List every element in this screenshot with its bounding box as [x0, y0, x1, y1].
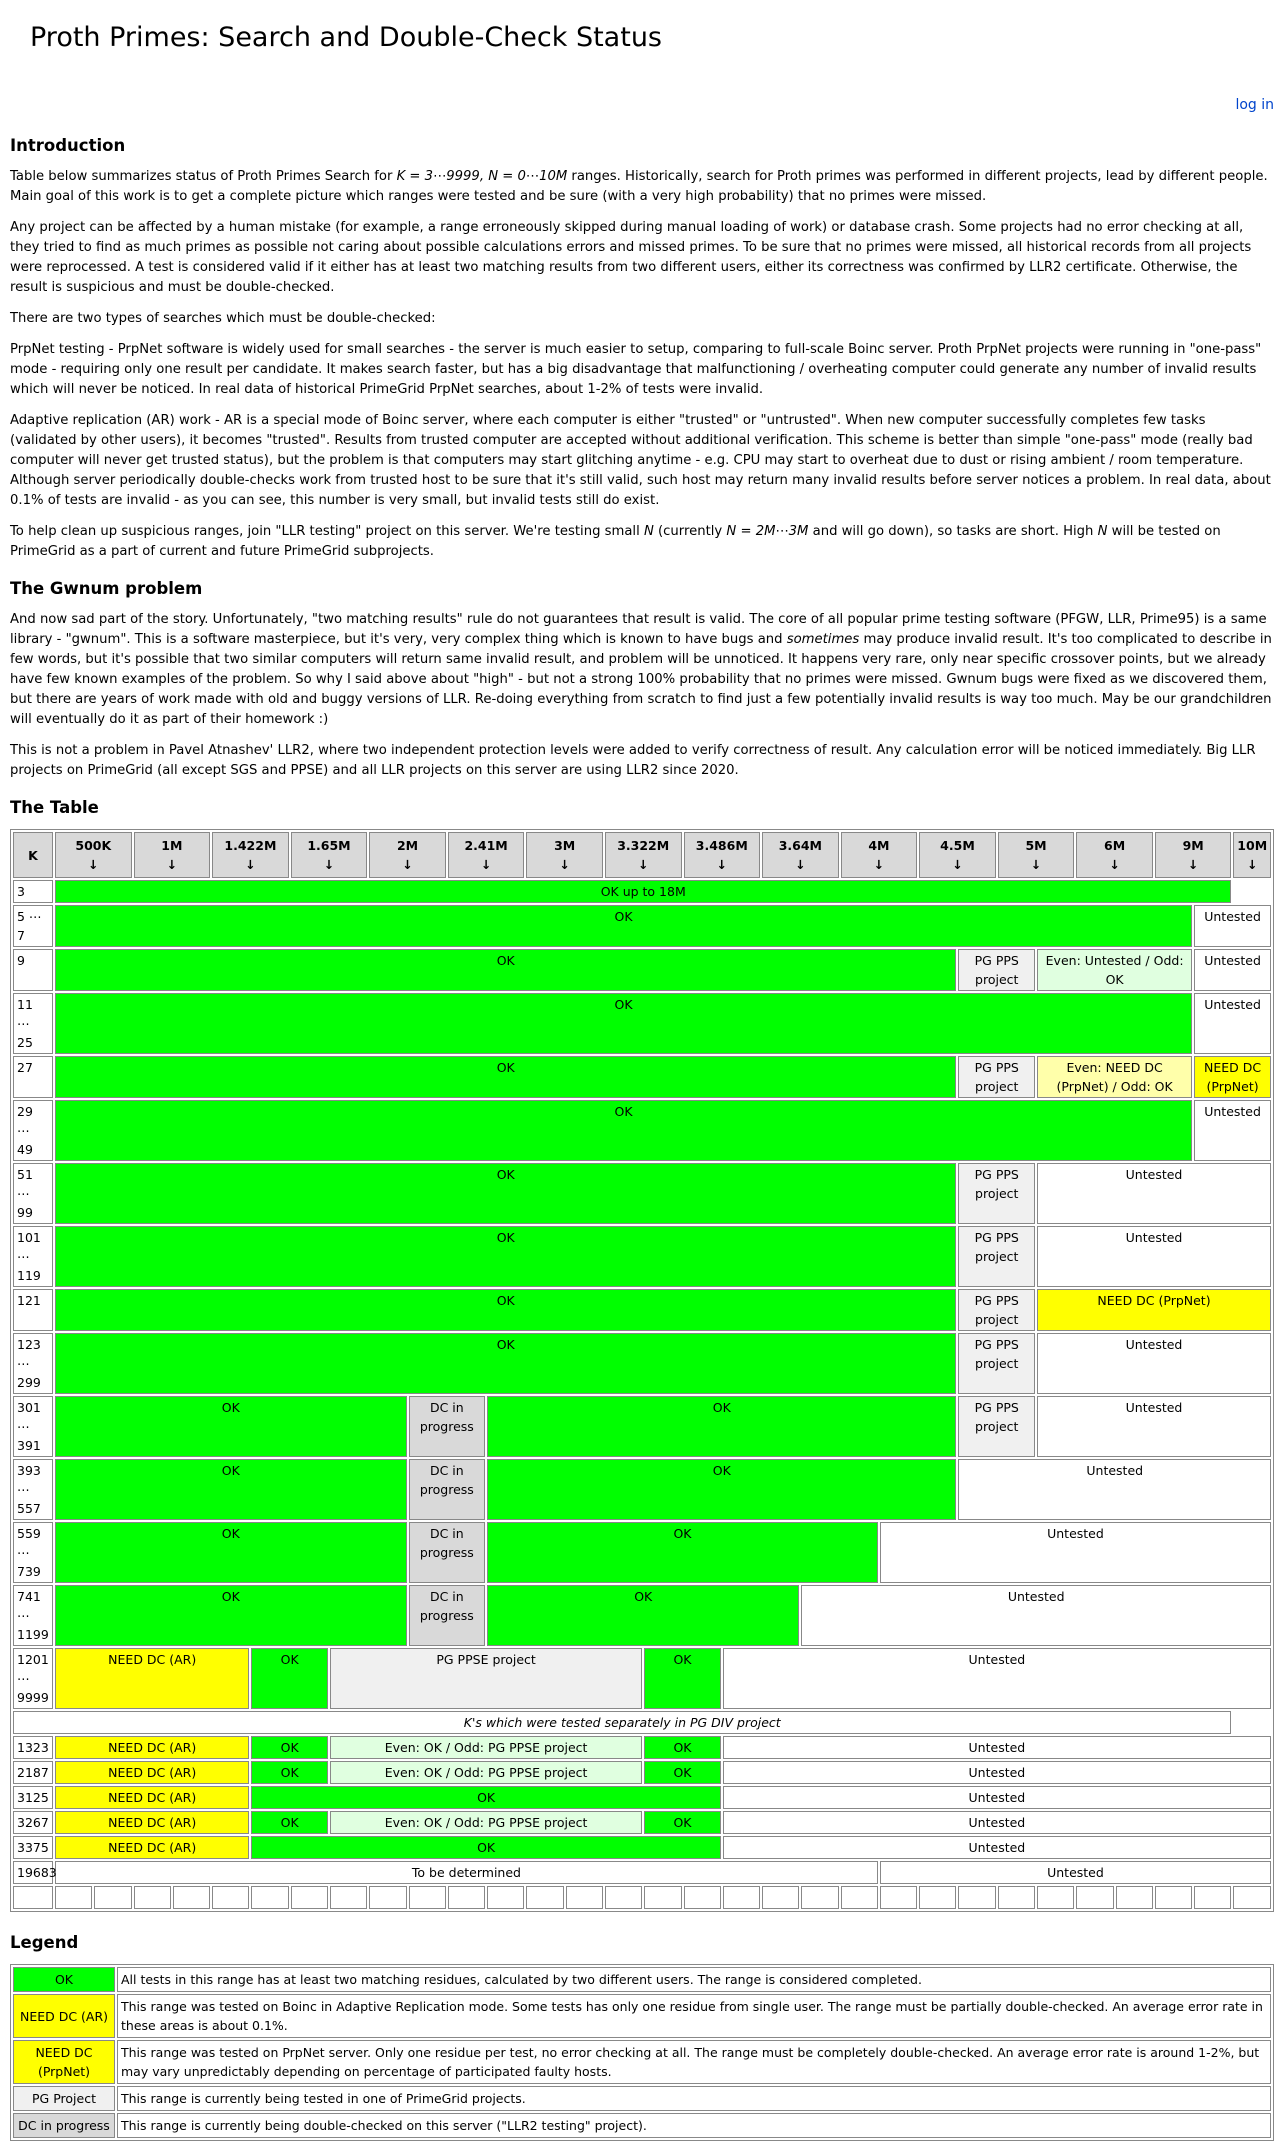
table-row	[13, 949, 1271, 991]
help-text-3: and will go down), so tasks are short. High	[808, 524, 1098, 539]
status-cell: Untested	[958, 1459, 1271, 1520]
status-cell: OK	[55, 905, 1192, 947]
gwnum-paragraph-2: This is not a problem in Pavel Atnashev' LLR2, where two independent protection levels were added to verify correctness of result. Any calculation error will be noticed immediately. Big LLR projects on PrimeGrid (all except SGS and PPSE) and all LLR projects on this server are using LLR2 since 2020.	[10, 743, 1256, 778]
status-cell: Untested	[1194, 949, 1271, 991]
status-cell: NEED DC (PrpNet)	[1194, 1056, 1271, 1098]
status-cell: DC in progress	[409, 1396, 486, 1457]
k-value: 51 ⋯ 99	[13, 1163, 53, 1224]
arrow-down-icon: ↓	[716, 857, 728, 872]
status-cell: OK up to 18M	[55, 880, 1231, 903]
status-cell: Untested	[1037, 1163, 1271, 1224]
arrow-down-icon: ↓	[88, 857, 99, 872]
column-header	[762, 832, 839, 878]
help-n-1: N	[643, 524, 654, 539]
status-cell: OK	[55, 1100, 1192, 1161]
status-cell: OK	[55, 1585, 407, 1646]
status-cell: Untested	[880, 1522, 1271, 1583]
intro-heading: Introduction	[10, 136, 126, 155]
status-cell: OK	[487, 1396, 956, 1457]
status-cell: Untested	[1194, 905, 1271, 947]
empty-cell	[998, 1886, 1035, 1909]
k-value: 3	[13, 880, 53, 903]
status-cell: OK	[487, 1585, 799, 1646]
column-label: 4.5M	[940, 838, 975, 853]
empty-cell	[644, 1886, 681, 1909]
k-value: 29 ⋯ 49	[13, 1100, 53, 1161]
status-cell: OK	[644, 1761, 721, 1784]
status-cell: NEED DC (AR)	[55, 1786, 249, 1809]
column-label: 2.41M	[464, 838, 508, 853]
k-value: 2187	[13, 1761, 53, 1784]
status-cell: To be determined	[55, 1861, 878, 1884]
column-header	[448, 832, 525, 878]
table-row	[13, 993, 1271, 1054]
column-header-k: K	[13, 832, 53, 878]
column-header	[841, 832, 918, 878]
table-row	[13, 1836, 1271, 1859]
status-cell: OK	[487, 1459, 956, 1520]
intro-paragraph-ar: Adaptive replication (AR) work - AR is a special mode of Boinc server, where each computer is either "trusted" or "untrusted". When new computer successfully completes few tasks (validated by other users), it becomes "trusted". Results from trusted computer are accepted without additional verification. This scheme is better than simple "one-pass" mode (really bad computer will never get trusted status), but the problem is that computers may start glitching anytime - e.g. CPU may start to overheat due to dust or rising ambient / room temperature. Although server periodically double-checks work from trusted host to be sure that it's still valid, such host may return many invalid results before server notices a problem. In real data, about 0.1% of tests are invalid - as you can see, this number is very small, but invalid tests still do exist.	[10, 413, 1271, 508]
column-label: 3.322M	[617, 838, 670, 853]
column-label: 3M	[554, 838, 576, 853]
status-cell: Even: OK / Odd: PG PPSE project	[330, 1811, 642, 1834]
status-cell: NEED DC (PrpNet)	[1037, 1289, 1271, 1331]
table-row	[13, 1056, 1271, 1098]
status-cell: OK	[55, 1289, 956, 1331]
column-label: 6M	[1104, 838, 1126, 853]
legend-heading: Legend	[10, 1933, 79, 1952]
intro-p1-start: Table below summarizes status of Proth Primes Search for	[10, 169, 397, 184]
empty-cell	[409, 1886, 446, 1909]
status-cell: PG PPS project	[958, 1396, 1035, 1457]
login-link[interactable]: log in	[1235, 97, 1274, 113]
k-value: 393 ⋯ 557	[13, 1459, 53, 1520]
status-cell: OK	[55, 1226, 956, 1287]
status-cell: OK	[55, 949, 956, 991]
status-cell: OK	[55, 1056, 956, 1098]
table-row	[13, 1711, 1271, 1734]
legend-description: This range is currently being double-checked on this server ("LLR2 testing" project).	[117, 2113, 1271, 2138]
status-cell: DC in progress	[409, 1522, 486, 1583]
k-value: 3267	[13, 1811, 53, 1834]
column-header	[1076, 832, 1153, 878]
column-header	[919, 832, 996, 878]
gwnum-heading: The Gwnum problem	[10, 579, 203, 598]
empty-cell	[762, 1886, 799, 1909]
legend-swatch: NEED DC (AR)	[13, 1994, 115, 2038]
k-value: 121	[13, 1289, 53, 1331]
empty-cell	[723, 1886, 760, 1909]
help-text-4: will be tested on PrimeGrid as a part of current and future PrimeGrid subprojects.	[10, 524, 1221, 559]
status-cell: Even: NEED DC (PrpNet) / Odd: OK	[1037, 1056, 1192, 1098]
status-cell: PG PPS project	[958, 949, 1035, 991]
table-row	[13, 1736, 1271, 1759]
status-cell: Untested	[723, 1648, 1271, 1709]
legend-row	[13, 1994, 1271, 2038]
empty-cell	[1233, 1886, 1271, 1909]
status-cell: OK	[55, 1333, 956, 1394]
table-row	[13, 905, 1271, 947]
legend-table	[10, 1964, 1274, 2141]
legend-swatch: DC in progress	[13, 2113, 115, 2138]
gwnum-emphasis: sometimes	[786, 632, 860, 647]
intro-p1-end: ranges. Historically, search for Proth primes was performed in different projects, lead by different people. Main goal of this work is to get a complete picture which ranges were tested and be sure (with a very high probability) that no primes were missed.	[10, 169, 1268, 204]
empty-cell	[801, 1886, 838, 1909]
status-cell: NEED DC (AR)	[55, 1811, 249, 1834]
status-table	[10, 829, 1274, 1912]
status-cell: PG PPS project	[958, 1333, 1035, 1394]
legend-description: All tests in this range has at least two matching residues, calculated by two different users. The range is considered completed.	[117, 1967, 1271, 1992]
k-value: 741 ⋯ 1199	[13, 1585, 53, 1646]
status-cell: PG PPS project	[958, 1289, 1035, 1331]
status-cell: NEED DC (AR)	[55, 1736, 249, 1759]
intro-paragraph-1	[10, 167, 1274, 207]
status-cell: Untested	[1194, 1100, 1271, 1161]
login-bar	[10, 68, 1274, 119]
page-title: Proth Primes: Search and Double-Check Status	[30, 22, 662, 53]
status-cell: Even: OK / Odd: PG PPSE project	[330, 1736, 642, 1759]
empty-cell	[605, 1886, 642, 1909]
status-cell: Even: OK / Odd: PG PPSE project	[330, 1761, 642, 1784]
empty-cell	[212, 1886, 249, 1909]
status-cell: Untested	[1037, 1226, 1271, 1287]
status-cell: OK	[487, 1522, 878, 1583]
arrow-down-icon: ↓	[1109, 857, 1120, 872]
k-value: 3375	[13, 1836, 53, 1859]
column-header	[134, 832, 211, 878]
table-row	[13, 1333, 1271, 1394]
legend-description: This range was tested on PrpNet server. Only one residue per test, no error checking at all. The range must be completely double-checked. An average error rate is around 1-2%, but may vary unpredictably depending on percentage of participated faulty hosts.	[117, 2040, 1271, 2084]
status-cell: PG PPS project	[958, 1226, 1035, 1287]
empty-cell	[13, 1886, 53, 1909]
column-label: 3.486M	[695, 838, 748, 853]
legend-description: This range is currently being tested in one of PrimeGrid projects.	[117, 2086, 1271, 2111]
column-header	[369, 832, 446, 878]
status-cell: Even: Untested / Odd: OK	[1037, 949, 1192, 991]
empty-cell	[94, 1886, 131, 1909]
empty-cell	[841, 1886, 878, 1909]
status-cell: OK	[644, 1811, 721, 1834]
table-row	[13, 1861, 1271, 1884]
empty-cell	[330, 1886, 367, 1909]
intro-paragraph-help	[10, 522, 1274, 562]
status-cell: OK	[644, 1648, 721, 1709]
status-cell: Untested	[723, 1786, 1271, 1809]
status-cell: OK	[251, 1761, 328, 1784]
status-cell: Untested	[801, 1585, 1271, 1646]
k-value: 11 ⋯ 25	[13, 993, 53, 1054]
arrow-down-icon: ↓	[402, 857, 413, 872]
k-value: 9	[13, 949, 53, 991]
empty-cell	[1194, 1886, 1231, 1909]
arrow-down-icon: ↓	[245, 857, 256, 872]
gwnum-text-2: may produce invalid result. It's too complicated to describe in few words, but it's possible that two similar computers will return same invalid result, and problem will be unnoticed. It happens very rare, only near specific crossover points, but we already have few known examples of the problem. So why I said above about "high" - but not a strong 100% probability that no primes were missed. Gwnum bugs were fixed as we discovered them, but there are years of work made with old and buggy versions of LLR. Re-doing everything from scratch to find just a few potentially invalid results is way too much. May be our grandchildren will eventually do it as part of their homework :)	[10, 632, 1272, 727]
empty-cell	[1155, 1886, 1192, 1909]
empty-cell	[1076, 1886, 1113, 1909]
status-cell: NEED DC (AR)	[55, 1836, 249, 1859]
status-cell: Untested	[723, 1736, 1271, 1759]
empty-cell	[291, 1886, 328, 1909]
empty-cell	[526, 1886, 563, 1909]
column-header	[526, 832, 603, 878]
column-header	[291, 832, 368, 878]
legend-swatch: OK	[13, 1967, 115, 1992]
arrow-down-icon: ↓	[1246, 857, 1258, 872]
column-header	[605, 832, 682, 878]
help-text-1: To help clean up suspicious ranges, join "LLR testing" project on this server. We're testing small	[10, 524, 644, 539]
k-value: 1323	[13, 1736, 53, 1759]
help-text-2: (currently	[653, 524, 727, 539]
legend-swatch: NEED DC (PrpNet)	[13, 2040, 115, 2084]
column-header	[212, 832, 289, 878]
empty-cell	[1116, 1886, 1153, 1909]
status-cell: Untested	[723, 1761, 1271, 1784]
table-row	[13, 1163, 1271, 1224]
column-label: 1.422M	[224, 838, 277, 853]
status-cell: DC in progress	[409, 1459, 486, 1520]
column-label: 1M	[161, 838, 183, 853]
table-row	[13, 1786, 1271, 1809]
empty-cell	[684, 1886, 721, 1909]
k-value: 27	[13, 1056, 53, 1098]
empty-cell	[958, 1886, 995, 1909]
table-row	[13, 1100, 1271, 1161]
k-value: 3125	[13, 1786, 53, 1809]
arrow-down-icon: ↓	[873, 857, 885, 872]
column-label: 500K	[75, 838, 112, 853]
table-header-row	[13, 832, 1271, 878]
arrow-down-icon: ↓	[480, 857, 492, 872]
status-cell: OK	[251, 1786, 720, 1809]
empty-cell	[173, 1886, 210, 1909]
empty-cell	[919, 1886, 956, 1909]
arrow-down-icon: ↓	[1030, 857, 1042, 872]
arrow-down-icon: ↓	[637, 857, 649, 872]
k-value: 559 ⋯ 739	[13, 1522, 53, 1583]
arrow-down-icon: ↓	[952, 857, 963, 872]
arrow-down-icon: ↓	[1187, 857, 1199, 872]
empty-cell	[369, 1886, 406, 1909]
table-row	[13, 1289, 1271, 1331]
status-cell: Untested	[723, 1811, 1271, 1834]
legend-row	[13, 2113, 1271, 2138]
status-cell: PG PPS project	[958, 1056, 1035, 1098]
empty-cell	[487, 1886, 524, 1909]
legend-swatch: PG Project	[13, 2086, 115, 2111]
status-cell: OK	[55, 993, 1192, 1054]
status-cell: OK	[55, 1163, 956, 1224]
status-cell: OK	[251, 1811, 328, 1834]
column-header	[1233, 832, 1271, 878]
column-label: 10M	[1237, 838, 1268, 853]
intro-p1-formula: K = 3⋯9999, N = 0⋯10M	[396, 169, 568, 184]
table-heading: The Table	[10, 798, 99, 817]
column-label: 2M	[396, 838, 419, 853]
table-row	[13, 1761, 1271, 1784]
column-label: 1.65M	[307, 838, 351, 853]
empty-cell	[55, 1886, 92, 1909]
empty-cell	[134, 1886, 171, 1909]
status-cell: DC in progress	[409, 1585, 486, 1646]
empty-cell	[880, 1886, 917, 1909]
status-cell: Untested	[1037, 1333, 1271, 1394]
section-separator: K's which were tested separately in PG DIV project	[13, 1711, 1231, 1734]
status-cell: Untested	[1037, 1396, 1271, 1457]
status-cell: NEED DC (AR)	[55, 1761, 249, 1784]
status-cell: NEED DC (AR)	[55, 1648, 249, 1709]
status-cell: PG PPSE project	[330, 1648, 642, 1709]
column-header	[55, 832, 132, 878]
intro-paragraph-prpnet: PrpNet testing - PrpNet software is widely used for small searches - the server is much easier to setup, comparing to full-scale Boinc server. Proth PrpNet projects were running in "one-pass" mode - requiring only one result per candidate. It makes search faster, but has a big disadvantage that malfunctioning / overheating computer could generate any number of invalid results which will never be noticed. In real data of historical PrimeGrid PrpNet searches, about 1-2% of tests were invalid.	[10, 342, 1262, 397]
legend-row	[13, 2040, 1271, 2084]
column-label: 5M	[1025, 838, 1047, 853]
status-cell: OK	[55, 1459, 407, 1520]
empty-row	[13, 1886, 1271, 1909]
gwnum-text-1: And now sad part of the story. Unfortunately, "two matching results" rule do not guarantees that result is valid. The core of all popular prime testing software (PFGW, LLR, Prime95) is a same library - "gwnum". This is a software masterpiece, but it's very, very complex thing which is known to have bugs and	[10, 612, 1267, 647]
k-value: 123 ⋯ 299	[13, 1333, 53, 1394]
status-cell: OK	[644, 1736, 721, 1759]
table-row	[13, 1811, 1271, 1834]
status-cell: Untested	[723, 1836, 1271, 1859]
arrow-down-icon: ↓	[795, 857, 806, 872]
column-header	[998, 832, 1075, 878]
status-cell: OK	[55, 1522, 407, 1583]
column-label: 3.64M	[778, 838, 822, 853]
empty-cell	[1037, 1886, 1074, 1909]
help-range: N = 2M⋯3M	[726, 524, 809, 539]
k-value: 19683	[13, 1861, 53, 1884]
column-label: 9M	[1182, 838, 1204, 853]
legend-row	[13, 2086, 1271, 2111]
legend-description: This range was tested on Boinc in Adaptive Replication mode. Some tests has only one residue from single user. The range must be partially double-checked. An average error rate in these areas is about 0.1%.	[117, 1994, 1271, 2038]
k-value: 1201 ⋯ 9999	[13, 1648, 53, 1709]
table-row	[13, 1522, 1271, 1583]
status-cell: OK	[251, 1736, 328, 1759]
k-value: 101 ⋯ 119	[13, 1226, 53, 1287]
intro-paragraph-2: Any project can be affected by a human mistake (for example, a range erroneously skipped during manual loading of work) or database crash. Some projects had no error checking at all, they tried to find as much primes as possible not caring about possible calculations errors and missed primes. To be sure that no primes were missed, all historical records from all projects were reprocessed. A test is considered valid if it either has at least two matching results from two different users, either its correctness was confirmed by LLR2 certificate. Otherwise, the result is suspicious and must be double-checked.	[10, 220, 1252, 295]
arrow-down-icon: ↓	[323, 857, 335, 872]
table-row	[13, 1226, 1271, 1287]
table-row	[13, 1459, 1271, 1520]
empty-cell	[448, 1886, 485, 1909]
column-header	[1155, 832, 1232, 878]
gwnum-paragraph-1	[10, 610, 1274, 730]
status-cell: OK	[251, 1648, 328, 1709]
status-cell: PG PPS project	[958, 1163, 1035, 1224]
table-row	[13, 1396, 1271, 1457]
column-label: 4M	[868, 838, 890, 853]
status-cell: OK	[55, 1396, 407, 1457]
k-value: 301 ⋯ 391	[13, 1396, 53, 1457]
column-header	[684, 832, 761, 878]
empty-cell	[251, 1886, 288, 1909]
table-row	[13, 880, 1271, 903]
intro-paragraph-3: There are two types of searches which must be double-checked:	[10, 311, 436, 326]
empty-cell	[566, 1886, 603, 1909]
status-cell: OK	[251, 1836, 720, 1859]
status-cell: Untested	[1194, 993, 1271, 1054]
k-value: 5 ⋯ 7	[13, 905, 53, 947]
status-cell: Untested	[880, 1861, 1271, 1884]
legend-row	[13, 1967, 1271, 1992]
arrow-down-icon: ↓	[559, 857, 570, 872]
help-n-2: N	[1097, 524, 1108, 539]
arrow-down-icon: ↓	[166, 857, 178, 872]
table-row	[13, 1585, 1271, 1646]
table-row	[13, 1648, 1271, 1709]
